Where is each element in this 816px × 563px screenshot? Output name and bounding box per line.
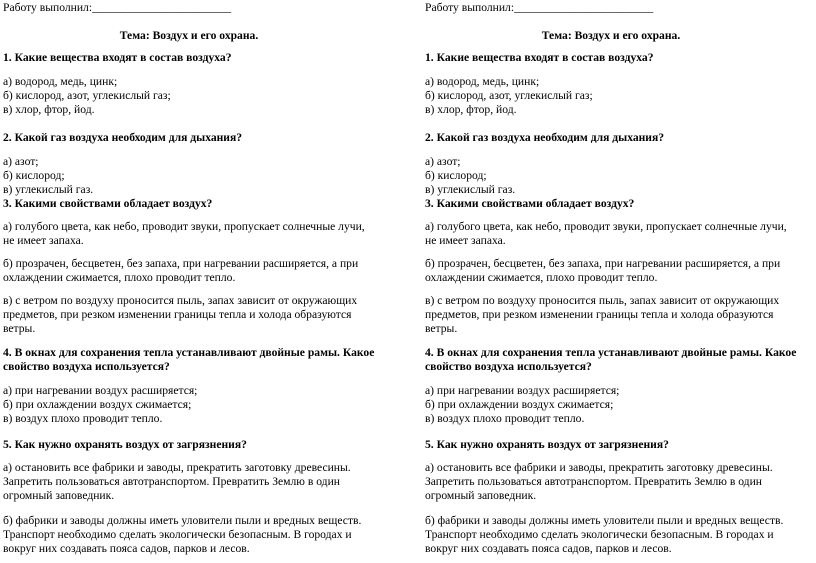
q3-option-a-line2: не имеет запаха.	[3, 234, 84, 247]
q5-option-a-line2: Запретить пользоваться автотранспортом. Превратить Землю в один	[3, 475, 340, 488]
q3-option-c-line1: в) с ветром по воздуху проносится пыль, запах зависит от окружающих	[425, 294, 780, 307]
q5-option-a-line3: огромный заповедник.	[3, 489, 115, 502]
q5-option-a-line1: а) остановить все фабрики и заводы, прекратить заготовку древесины.	[425, 461, 773, 474]
q1-option-c: в) хлор, фтор, йод.	[3, 103, 95, 116]
q2-option-a: а) азот;	[425, 155, 461, 168]
q5-option-b-line1: б) фабрики и заводы должны иметь уловители пыли и вредных веществ.	[3, 514, 362, 527]
q5-option-b-line2: Транспорт необходимо сделать экологически безопасным. В городах и	[425, 528, 774, 541]
q4-option-a: а) при нагревании воздух расширяется;	[425, 384, 620, 397]
q5-option-a-line3: огромный заповедник.	[425, 489, 537, 502]
q1-option-b: б) кислород, азот, углекислый газ;	[3, 89, 171, 102]
question-5: 5. Как нужно охранять воздух от загрязнения?	[3, 438, 247, 451]
q3-option-b-line1: б) прозрачен, бесцветен, без запаха, при нагревании расширяется, а при	[425, 257, 781, 270]
q2-option-c: в) углекислый газ.	[3, 183, 94, 196]
question-4-line2: свойство воздуха используется?	[425, 360, 592, 373]
q4-option-b: б) при охлаждении воздух сжимается;	[3, 398, 192, 411]
author-line	[425, 1, 653, 15]
q1-option-c: в) хлор, фтор, йод.	[425, 103, 517, 116]
author-label: Работу выполнил:	[3, 1, 93, 14]
q5-option-b-line1: б) фабрики и заводы должны иметь уловители пыли и вредных веществ.	[425, 514, 784, 527]
q3-option-c-line3: ветры.	[425, 322, 458, 335]
q2-option-b: б) кислород;	[425, 169, 487, 182]
q5-option-a-line2: Запретить пользоваться автотранспортом. Превратить Землю в один	[425, 475, 762, 488]
q5-option-b-line3: вокруг них создавать пояса садов, парков и лесов.	[3, 542, 250, 555]
question-4-line1: 4. В окнах для сохранения тепла устанавливают двойные рамы. Какое	[3, 346, 375, 359]
worksheet-title: Тема: Воздух и его охрана.	[119, 29, 259, 42]
author-line	[3, 1, 231, 15]
q5-option-a-line1: а) остановить все фабрики и заводы, прекратить заготовку древесины.	[3, 461, 351, 474]
author-blank: ________________________	[514, 1, 654, 14]
q4-option-a: а) при нагревании воздух расширяется;	[3, 384, 198, 397]
q4-option-b: б) при охлаждении воздух сжимается;	[425, 398, 614, 411]
q3-option-b-line1: б) прозрачен, бесцветен, без запаха, при нагревании расширяется, а при	[3, 257, 359, 270]
question-3: 3. Какими свойствами обладает воздух?	[3, 197, 213, 210]
q3-option-a-line1: а) голубого цвета, как небо, проводит звуки, пропускает солнечные лучи,	[425, 220, 787, 233]
question-3: 3. Какими свойствами обладает воздух?	[425, 197, 635, 210]
question-4-line2: свойство воздуха используется?	[3, 360, 170, 373]
author-blank: ________________________	[92, 1, 232, 14]
q1-option-a: а) водород, медь, цинк;	[425, 75, 540, 88]
q1-option-a: а) водород, медь, цинк;	[3, 75, 118, 88]
q3-option-c-line2: предметов, при резком изменении границы тепла и холода образуются	[425, 308, 774, 321]
question-2: 2. Какой газ воздуха необходим для дыхания?	[3, 131, 243, 144]
question-4-line1: 4. В окнах для сохранения тепла устанавливают двойные рамы. Какое	[425, 346, 797, 359]
q3-option-c-line1: в) с ветром по воздуху проносится пыль, запах зависит от окружающих	[3, 294, 358, 307]
q4-option-c: в) воздух плохо проводит тепло.	[425, 412, 585, 425]
q3-option-b-line2: охлаждении сжимается, плохо проводит тепло.	[425, 271, 658, 284]
author-label: Работу выполнил:	[425, 1, 515, 14]
worksheet-title: Тема: Воздух и его охрана.	[541, 29, 681, 42]
q2-option-c: в) углекислый газ.	[425, 183, 516, 196]
q2-option-a: а) азот;	[3, 155, 39, 168]
q5-option-b-line3: вокруг них создавать пояса садов, парков и лесов.	[425, 542, 672, 555]
q3-option-a-line1: а) голубого цвета, как небо, проводит звуки, пропускает солнечные лучи,	[3, 220, 365, 233]
question-5: 5. Как нужно охранять воздух от загрязнения?	[425, 438, 669, 451]
q4-option-c: в) воздух плохо проводит тепло.	[3, 412, 163, 425]
q3-option-a-line2: не имеет запаха.	[425, 234, 506, 247]
q5-option-b-line2: Транспорт необходимо сделать экологически безопасным. В городах и	[3, 528, 352, 541]
question-1: 1. Какие вещества входят в состав воздуха?	[425, 51, 654, 64]
q2-option-b: б) кислород;	[3, 169, 65, 182]
q3-option-c-line2: предметов, при резком изменении границы тепла и холода образуются	[3, 308, 352, 321]
q3-option-c-line3: ветры.	[3, 322, 36, 335]
q3-option-b-line2: охлаждении сжимается, плохо проводит тепло.	[3, 271, 236, 284]
question-2: 2. Какой газ воздуха необходим для дыхания?	[425, 131, 665, 144]
question-1: 1. Какие вещества входят в состав воздуха?	[3, 51, 232, 64]
q1-option-b: б) кислород, азот, углекислый газ;	[425, 89, 593, 102]
